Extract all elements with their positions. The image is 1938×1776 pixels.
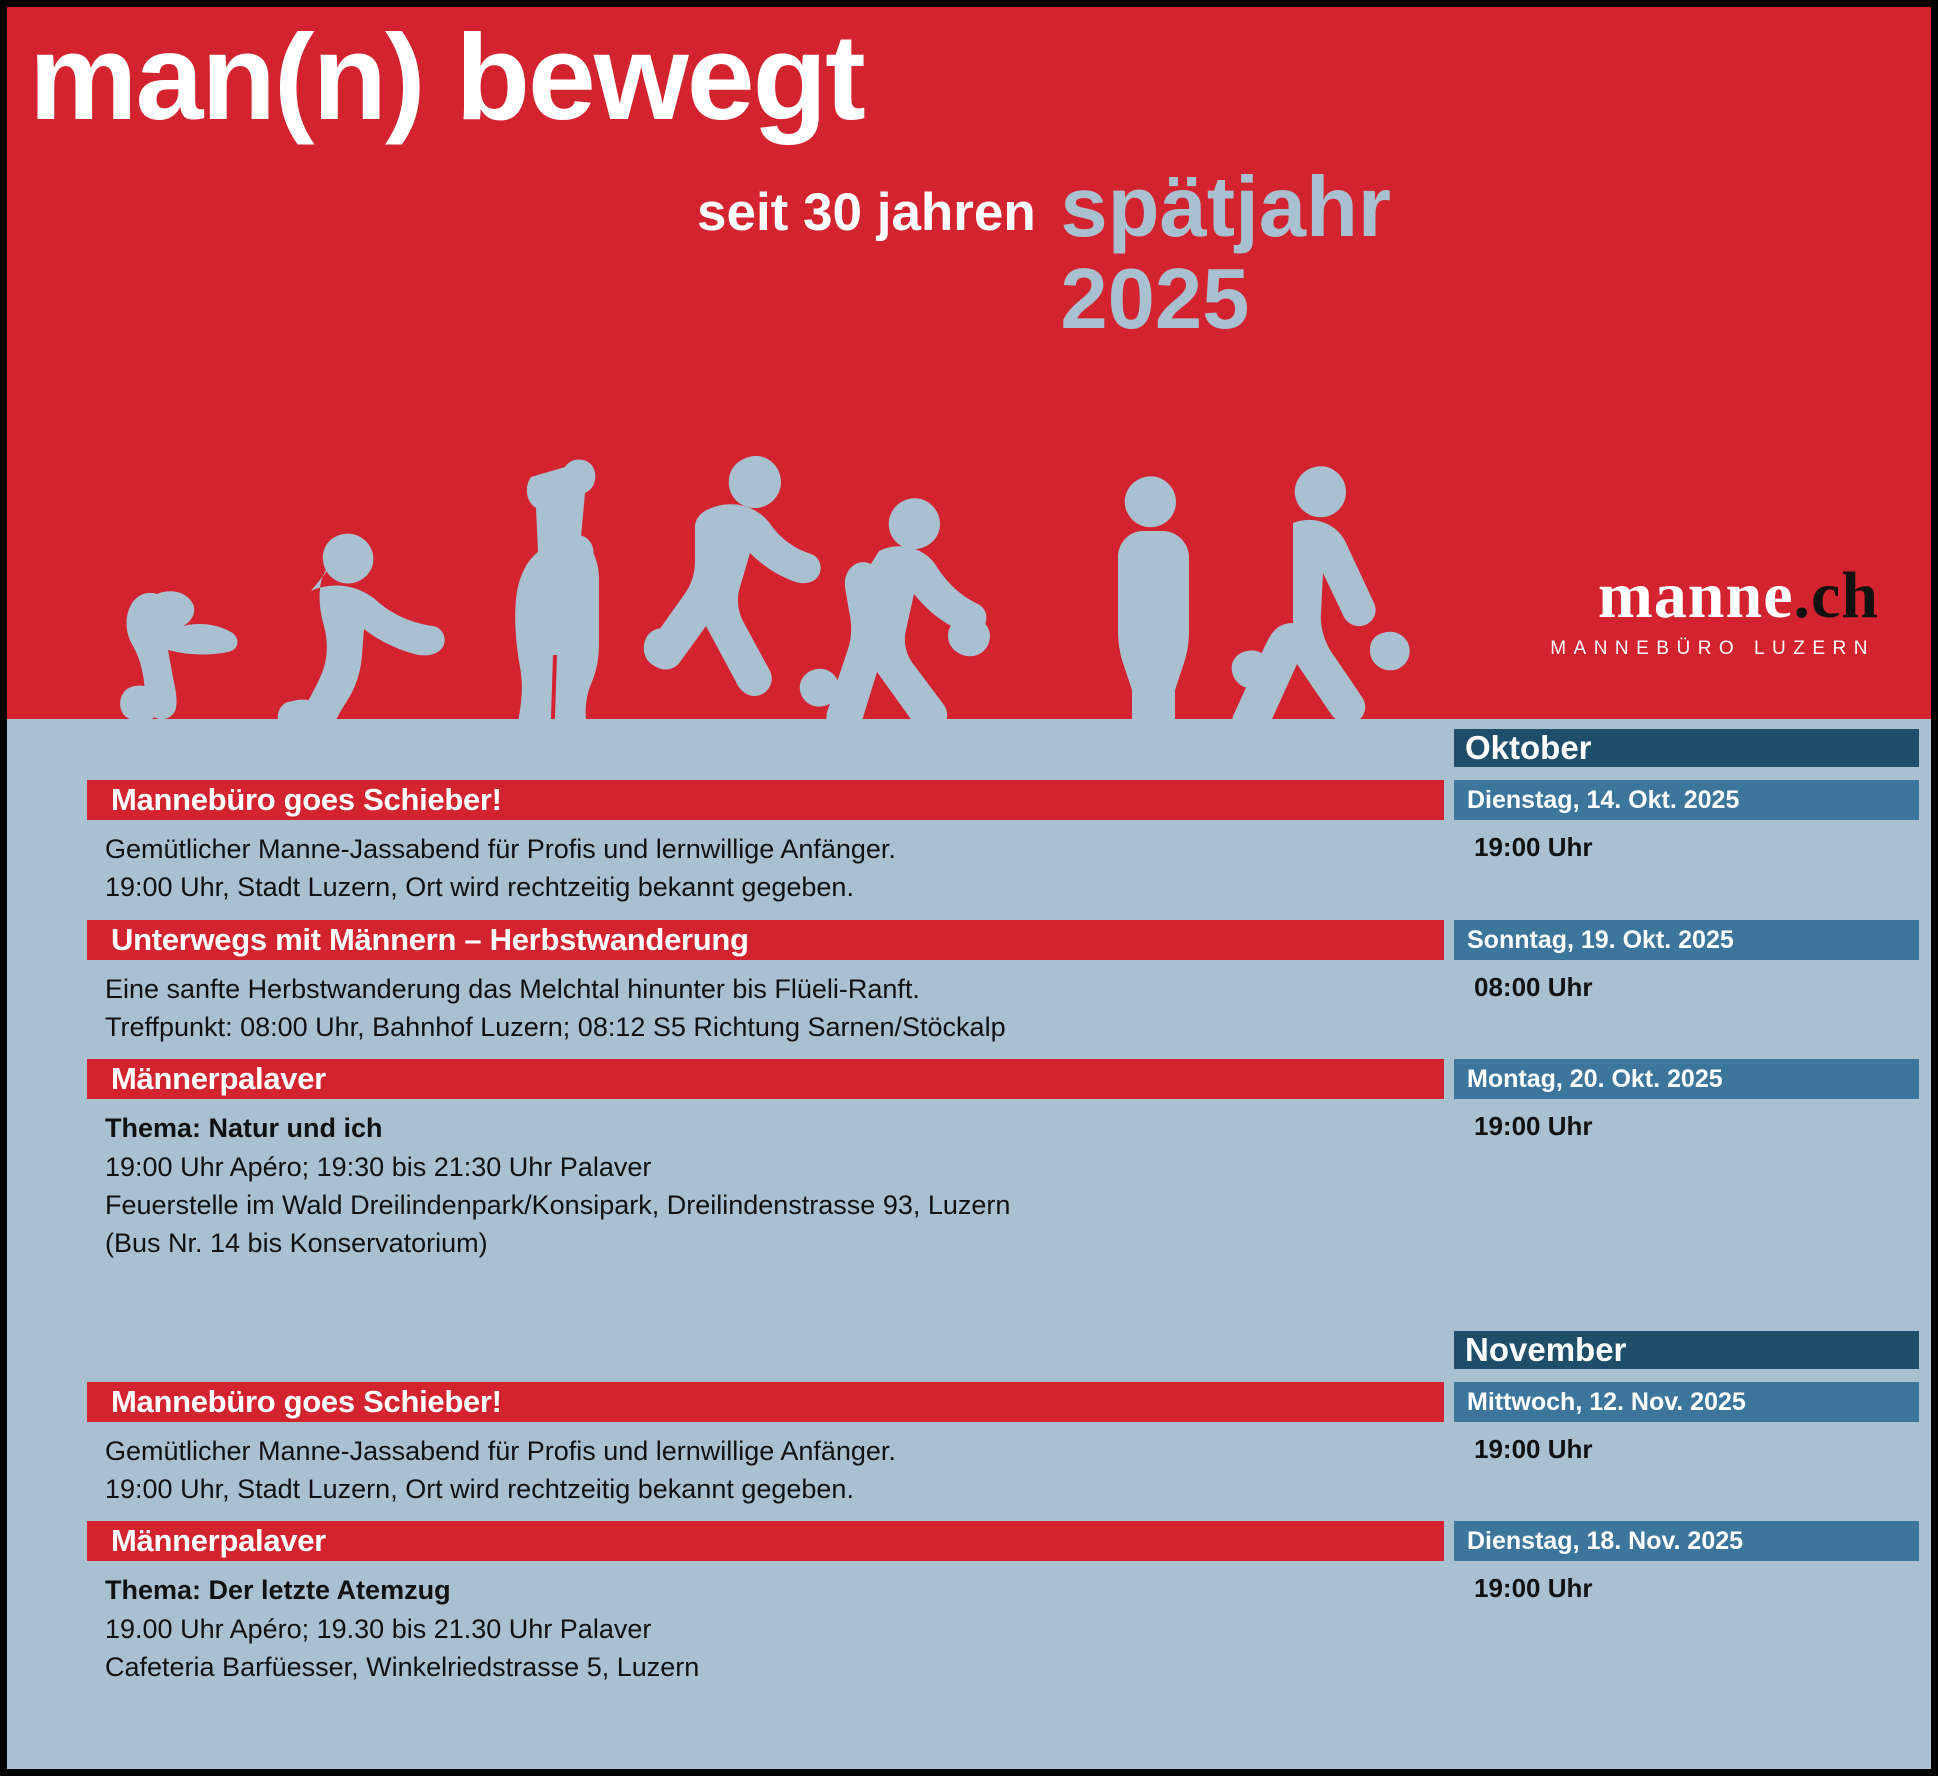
event-title: Mannebüro goes Schieber! <box>111 782 502 817</box>
event-time: 08:00 Uhr <box>1474 971 1593 1002</box>
event-header <box>7 1382 1931 1422</box>
event-description-line: Gemütlicher Manne-Jassabend für Profis und lernwillige Anfänger. <box>105 834 896 864</box>
event-description <box>105 1571 1395 1686</box>
poster-header <box>7 7 1931 719</box>
event-description <box>105 970 1395 1047</box>
logo-tagline: MANNEBÜRO LUZERN <box>1550 638 1875 659</box>
page-subtitle: seit 30 jahren <box>697 183 1036 242</box>
month-header-november <box>7 1331 1931 1369</box>
event-time: 19:00 Uhr <box>1474 1433 1593 1464</box>
event-title: Männerpalaver <box>111 1061 326 1097</box>
event-description-line: Gemütlicher Manne-Jassabend für Profis und lernwillige Anfänger. <box>105 1435 896 1466</box>
event-description-line: Eine sanfte Herbstwanderung das Melchtal hinunter bis Flüeli-Ranft. <box>105 973 920 1004</box>
logo-text-white: manne <box>1597 559 1794 632</box>
event-date: Sonntag, 19. Okt. 2025 <box>1467 925 1734 954</box>
logo-text-dark: .ch <box>1793 559 1879 632</box>
event-date: Dienstag, 18. Nov. 2025 <box>1467 1527 1744 1556</box>
event-description-line: Cafeteria Barfüesser, Winkelriedstrasse 5, Luzern <box>105 1651 700 1682</box>
event-body <box>7 1099 1931 1262</box>
running-figures-illustration <box>97 379 1417 719</box>
event-body <box>7 820 1931 907</box>
event-date: Montag, 20. Okt. 2025 <box>1467 1065 1723 1094</box>
event-item[interactable] <box>7 1059 1931 1262</box>
event-description-line: Treffpunkt: 08:00 Uhr, Bahnhof Luzern; 08:12 S5 Richtung Sarnen/Stöckalp <box>105 1011 1006 1042</box>
event-item[interactable] <box>7 1382 1931 1509</box>
event-item[interactable] <box>7 920 1931 1047</box>
logo-wordmark <box>1550 559 1879 632</box>
event-description <box>105 1109 1395 1262</box>
page-title: man(n) bewegt <box>29 9 864 145</box>
event-header <box>7 1521 1931 1561</box>
event-time: 19:00 Uhr <box>1474 1111 1593 1142</box>
event-description-line: (Bus Nr. 14 bis Konservatorium) <box>105 1228 488 1259</box>
event-header <box>7 920 1931 960</box>
event-date: Mittwoch, 12. Nov. 2025 <box>1467 1387 1746 1416</box>
event-title: Männerpalaver <box>111 1523 326 1559</box>
month-header-oktober <box>7 729 1931 767</box>
event-description-line: 19.00 Uhr Apéro; 19.30 bis 21.30 Uhr Palaver <box>105 1613 652 1644</box>
season-line-2: 2025 <box>1060 251 1250 347</box>
event-description <box>105 1432 1395 1509</box>
month-label: November <box>1465 1330 1627 1368</box>
event-body <box>7 1561 1931 1686</box>
event-header <box>7 780 1931 820</box>
event-description-line: 19:00 Uhr Apéro; 19:30 bis 21:30 Uhr Palaver <box>105 1151 652 1182</box>
season-label <box>1060 162 1391 346</box>
section-spacer <box>7 1263 1931 1321</box>
event-topic: Thema: Natur und ich <box>105 1113 383 1144</box>
event-title: Unterwegs mit Männern – Herbstwanderung <box>111 921 749 957</box>
event-description-line: 19:00 Uhr, Stadt Luzern, Ort wird rechtzeitig bekannt gegeben. <box>105 872 854 903</box>
logo[interactable] <box>1550 559 1879 660</box>
event-date: Dienstag, 14. Okt. 2025 <box>1467 786 1740 814</box>
event-schedule <box>7 729 1931 1686</box>
event-title: Mannebüro goes Schieber! <box>111 1383 502 1419</box>
event-item[interactable] <box>7 1521 1931 1686</box>
season-line-1: spätjahr <box>1060 160 1391 255</box>
event-header <box>7 1059 1931 1099</box>
event-item[interactable] <box>7 780 1931 907</box>
event-description-line: Feuerstelle im Wald Dreilindenpark/Konsipark, Dreilindenstrasse 93, Luzern <box>105 1189 1011 1220</box>
event-body <box>7 960 1931 1047</box>
event-topic: Thema: Der letzte Atemzug <box>105 1575 451 1606</box>
event-description-line: 19:00 Uhr, Stadt Luzern, Ort wird rechtzeitig bekannt gegeben. <box>105 1473 854 1504</box>
event-time: 19:00 Uhr <box>1474 832 1593 862</box>
event-body <box>7 1422 1931 1509</box>
month-label: Oktober <box>1465 729 1592 766</box>
event-description <box>105 830 1395 907</box>
event-time: 19:00 Uhr <box>1474 1573 1593 1604</box>
